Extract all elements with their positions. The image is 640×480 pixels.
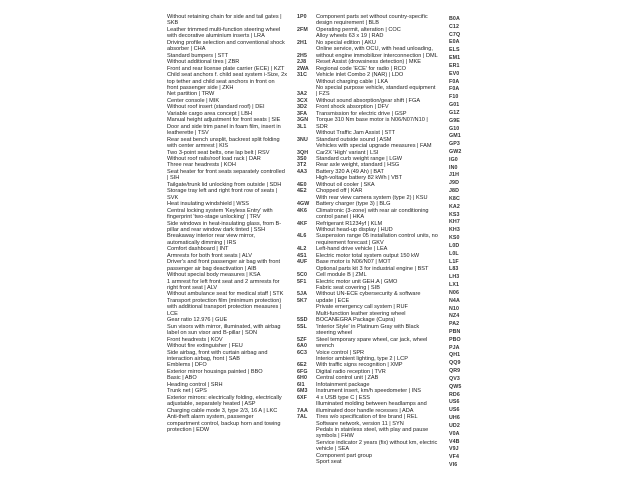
option-description: Door and side trim panel in foam film, insert in leatherette | TSV: [167, 123, 281, 137]
option-description: High-voltage battery 82 kWh | VBT: [316, 175, 403, 182]
option-code: QV3: [449, 375, 460, 382]
option-row: [167, 233, 287, 246]
option-code: 7AL: [297, 414, 308, 420]
option-code: US6: [449, 399, 460, 406]
option-description: Private emergency call system | RUF: [316, 304, 408, 311]
option-code: K8C: [449, 195, 460, 202]
option-code: G9E: [449, 117, 460, 124]
option-row: [167, 395, 287, 408]
option-code: 3L1: [297, 124, 307, 130]
option-description: 'Interior Style' in Platinum Gray with Black steering wheel: [316, 323, 420, 337]
option-code: 6H0: [297, 375, 308, 381]
option-code: 3QH: [297, 150, 309, 156]
option-code: IG0: [449, 156, 458, 163]
option-description: Without roof insert (standard roof) | DEI: [167, 104, 265, 111]
option-description: Exterior mirror housings painted | BBO: [167, 368, 263, 375]
option-description: Electric motor total system output 150 kW: [316, 252, 420, 259]
option-row: [316, 85, 438, 98]
option-code: N06: [449, 289, 460, 296]
option-description: Front shock absorption | DFV: [316, 104, 389, 111]
option-code: 5ZF: [297, 337, 307, 343]
option-code: 3S0: [297, 156, 307, 162]
option-description: Basic | ABO: [167, 375, 197, 382]
option-description: Tailgate/trunk lid unlocking from outside | SDH: [167, 181, 282, 188]
option-code: ER1: [449, 62, 460, 69]
option-description: Driving profile selection and conventional shock absorber | CHA: [167, 39, 285, 53]
option-description: Standard bumpers | STT: [167, 52, 229, 59]
option-code: 4E0: [297, 182, 307, 188]
option-description: Without oil cooler | SKA: [316, 181, 375, 188]
option-code: LX1: [449, 282, 460, 289]
option-code: 4S1: [297, 253, 307, 259]
option-code: UD2: [449, 422, 460, 429]
option-row: [316, 337, 438, 350]
option-code: 2H5: [297, 53, 308, 59]
option-description: Fabric seat covering | SIB: [316, 285, 380, 292]
option-code: 3FA: [297, 111, 308, 117]
option-code: L0L: [449, 250, 459, 257]
option-row: [167, 208, 287, 221]
option-row: [316, 233, 438, 246]
option-code: GM1: [449, 133, 461, 140]
option-code: ELS: [449, 47, 460, 54]
option-code: J8D: [449, 188, 460, 195]
option-description: Interior ambient lighting, type 2 | LCP: [316, 356, 408, 363]
option-description: Without retaining chain for side and tail gates | SKB: [167, 14, 282, 27]
option-row: [167, 137, 287, 150]
option-description: Leather trimmed multi-function steering wheel with decorative aluminium inserts | LRA: [167, 26, 281, 40]
option-row: [316, 440, 438, 453]
option-description: Side airbag, front with curtain airbag and interaction airbag, front | SAB: [167, 349, 268, 363]
option-description: Component part group: [316, 452, 372, 459]
option-description: Without Traffic Jam Assist | STT: [316, 130, 396, 137]
option-row: [167, 259, 287, 272]
option-description: Charging cable mode 3, type 2/3, 16 A | LKC: [167, 407, 278, 414]
option-code: 2FM: [297, 27, 308, 33]
option-description: Without charging cable | LKA: [316, 78, 389, 85]
option-description: Without additional tires | ZBR: [167, 59, 240, 66]
option-description: Operating permit, alteration | COC: [316, 26, 401, 33]
option-code: 5SL: [297, 324, 308, 330]
option-description: Two 3-point seat belts, one lap belt | RSV: [167, 149, 270, 156]
option-description: No special purpose vehicle, standard equipment | FZS: [316, 84, 436, 98]
option-code: NZ4: [449, 313, 460, 320]
option-row: [167, 124, 287, 137]
option-description: Refrigerant R1234yf | KLM: [316, 220, 383, 227]
option-description: Transmission for electric drive | GSP: [316, 110, 407, 117]
option-code: RD6: [449, 391, 460, 398]
option-description: Central locking system 'Keyless Entry' with fingerprint 'two-stage unlocking' | TRV: [167, 207, 273, 221]
option-description: Without fire extinguisher | FEU: [167, 343, 243, 350]
option-row: [316, 427, 438, 440]
option-description: Without special body measures | KSA: [167, 272, 261, 279]
option-description: Without UN-ECE cybersecurity & software update | ECE: [316, 291, 421, 304]
option-row: [167, 298, 287, 317]
option-code: US6: [449, 407, 460, 414]
option-code: QW5: [449, 383, 462, 390]
option-code: QR9: [449, 368, 461, 375]
option-description: Torque 310 Nm base motor is N06/N07/N10 | SDR: [316, 117, 428, 130]
option-description: Reset Assist (drowsiness detection) | MKE: [316, 59, 421, 66]
option-description: Exterior mirrors: electrically folding, electrically adjustable, separately heated | ASP: [167, 394, 282, 408]
option-description: Digital radio reception | TVR: [316, 368, 386, 375]
option-code: PBO: [449, 336, 461, 343]
option-code: 1P0: [297, 14, 307, 20]
option-code: KH7: [449, 219, 460, 226]
option-description: Without head-up display | HUD: [316, 226, 393, 233]
option-row: [167, 279, 287, 292]
option-description: Battery charger (type 3) | BLG: [316, 201, 391, 208]
option-row: [167, 27, 287, 40]
option-code: F10: [449, 94, 459, 101]
option-code: 6M3: [297, 388, 308, 394]
option-description: Front and rear license plate carrier (ECE) | KZT: [167, 65, 285, 72]
option-description: Trunk net | GPS: [167, 388, 207, 395]
option-description: Three rear headrests | KOH: [167, 162, 236, 169]
option-description: Battery 320 A (49 Ah) | BAT: [316, 168, 384, 175]
option-code: 6FG: [297, 369, 308, 375]
option-code: 7AA: [297, 408, 308, 414]
option-code: C12: [449, 23, 460, 30]
option-code: 4A3: [297, 169, 308, 175]
option-code: PA2: [449, 321, 460, 328]
option-description: Comfort dashboard | INT: [167, 246, 229, 253]
option-description: Steel temporary spare wheel, car jack, wheel wrench: [316, 336, 428, 350]
option-code: PBN: [449, 328, 461, 335]
option-description: Left-hand drive vehicle | LEA: [316, 246, 388, 253]
option-description: Manual height adjustment for front seats | SIE: [167, 117, 281, 124]
option-description: Center console | MIK: [167, 97, 220, 104]
option-description: Sun visors with mirror, illuminated, with airbag label on sun visor and B-pillar | SON: [167, 323, 281, 337]
option-description: Vehicles with special upgrade measures | FAM: [316, 143, 432, 150]
option-description: Chopped off | KAR: [316, 188, 363, 195]
option-description: Without sound absorption/gear shift | FGA: [316, 97, 421, 104]
option-code: L83: [449, 266, 459, 273]
option-row: [167, 221, 287, 234]
option-description: Climatronic (3-zone) with rear air conditioning control panel | HKA: [316, 207, 429, 221]
option-code: G1Z: [449, 109, 460, 116]
option-description: Heat insulating windshield | WSS: [167, 201, 249, 208]
option-code: J1H: [449, 172, 460, 179]
option-description: Vehicle inlet Combo 2 (NAR) | LDO: [316, 72, 404, 79]
option-code: B0A: [449, 16, 460, 22]
option-description: Software network, version 11 | SYN: [316, 420, 404, 427]
option-description: Base motor is N06/N07 | MOT: [316, 259, 391, 266]
option-code: 4L6: [297, 233, 307, 239]
option-description: Gear ratio 12.976 | GUE: [167, 317, 228, 324]
option-code: LH3: [449, 274, 460, 281]
option-row: [167, 72, 287, 91]
option-description: Cell module B | ZML: [316, 272, 367, 279]
option-description: Transport protection film (minimum protection) with additional transport protection measures | LCE: [167, 297, 282, 317]
option-description: Armrests for both front seats | ALV: [167, 252, 252, 259]
option-description: Sport seat: [316, 459, 342, 466]
option-description: Regional code 'ECE' for radio | RCO: [316, 65, 407, 72]
option-code: 5K7: [297, 298, 308, 304]
option-description: Electric motor unit GEH.A | GMO: [316, 278, 398, 285]
option-row: [316, 117, 438, 130]
option-code: 6E2: [297, 362, 307, 368]
option-description: Illuminated molding between headlamps and illuminated door handle recesses | ADA: [316, 401, 427, 414]
option-code: 6I1: [297, 382, 305, 388]
option-code: V9J: [449, 446, 459, 453]
option-row: [316, 324, 438, 337]
option-description: Without ambulance seat for medical staff | STK: [167, 291, 284, 298]
option-row: [167, 324, 287, 337]
option-description: Component parts set without country-specific design requirement | BLB: [316, 14, 428, 27]
option-row: [167, 188, 287, 201]
option-code: L0D: [449, 242, 460, 249]
option-code: GW2: [449, 149, 462, 156]
option-description: Suspension range 05 installation control units, no requirement forecast | GKV: [316, 233, 438, 246]
option-code: F0A: [449, 86, 460, 93]
option-code: 3D2: [297, 104, 308, 110]
option-code: 4E2: [297, 188, 307, 194]
option-description: Voice control | SPR: [316, 349, 365, 356]
option-row: [316, 46, 438, 59]
option-description: Without roof rails/roof load rack | DAR: [167, 155, 261, 162]
option-description: Multi-function leather steering wheel BOCANEGRA Package (Cupra): [316, 310, 406, 324]
option-code: G10: [449, 125, 460, 132]
option-code: KS0: [449, 235, 460, 242]
option-code: G01: [449, 102, 460, 109]
option-row: [167, 40, 287, 53]
option-description: With traffic signs recognition | XMP: [316, 362, 403, 369]
option-code: 3NU: [297, 137, 308, 143]
option-code: QH1: [449, 352, 461, 359]
option-description: Alloy wheels 63 x 19 | RAD: [316, 33, 384, 40]
option-description: Car2X 'High' variant | LSI: [316, 149, 379, 156]
left-option-descriptions: [167, 14, 287, 433]
option-description: Central control unit | ZAB: [316, 375, 379, 382]
option-code: GP3: [449, 141, 460, 148]
option-description: Variable cargo area concept | LBH: [167, 110, 252, 117]
option-code: N4A: [449, 297, 460, 304]
option-description: Front headrests | KOV: [167, 336, 223, 343]
option-code: VF4: [449, 454, 460, 461]
option-code: E0A: [449, 39, 460, 46]
option-code: EV0: [449, 70, 460, 77]
option-description: Service indicator 2 years (fix) without km, electric vehicle | SEA: [316, 439, 438, 453]
option-description: Pedals in stainless steel, with play and pause symbols | FHW: [316, 427, 429, 440]
option-description: Anti-theft alarm system, passenger compartment control, backup horn and towing protection | EDW: [167, 414, 281, 433]
option-code: 2H1: [297, 40, 308, 46]
option-row: [167, 414, 287, 433]
option-code: KS3: [449, 211, 460, 218]
option-code: V0A: [449, 430, 460, 437]
option-description: 4 x USB type C | ESS: [316, 394, 370, 401]
option-code: V4B: [449, 438, 460, 445]
option-row: [316, 208, 438, 221]
option-description: Optional parts kit 3 for industrial engine | BST: [316, 265, 429, 272]
option-description: Rear axle weight, standard | HSG: [316, 162, 400, 169]
option-code: C7Q: [449, 31, 461, 38]
option-description: Heading control | SRH: [167, 381, 223, 388]
option-code: IN0: [449, 164, 458, 171]
right-option-descriptions: [316, 14, 438, 466]
option-description: Child seat anchors f. child seat system i-Size, 2x top tether and child seat anchors in front on front passenger side | ZKH: [167, 72, 288, 91]
option-code: 4UF: [297, 259, 308, 265]
option-description: Online service, with OCU, with head unloading, without engine immobilizer interconnection | DML: [316, 46, 438, 59]
option-code: 31C: [297, 72, 308, 78]
option-code: 5JA: [297, 291, 308, 297]
option-code: 4GW: [297, 201, 310, 207]
option-description: Standard outside sound | ASM: [316, 136, 392, 143]
option-code: 6XF: [297, 395, 308, 401]
option-code: J9D: [449, 180, 460, 187]
option-description: Rear seat bench unsplit, backrest split folding with center armrest | KIS: [167, 136, 280, 150]
option-code: 6C3: [297, 350, 308, 356]
option-description: With rear view camera system (type 2) | KSU: [316, 194, 428, 201]
option-code: 3CX: [297, 98, 308, 104]
option-description: No special edition | AKU: [316, 39, 376, 46]
option-row: [167, 14, 287, 27]
option-code: EM1: [449, 55, 461, 62]
option-code: 3T2: [297, 162, 307, 168]
option-description: Standard curb weight range | LGW: [316, 155, 403, 162]
option-code: 5SD: [297, 317, 308, 323]
option-row: [167, 169, 287, 182]
option-row: [167, 350, 287, 363]
option-description: 1 armrest for left front seat and 2 armrests for right front seat | ALV: [167, 278, 280, 292]
option-code: 4L2: [297, 246, 307, 252]
option-code: 2WA: [297, 66, 309, 72]
option-description: Seat heater for front seats separately controlled | SIH: [167, 168, 285, 182]
option-description: Driver's and front passenger air bag with front passenger air bag deactivation | AIB: [167, 259, 280, 272]
option-code: KH3: [449, 227, 460, 234]
option-code: QQ9: [449, 360, 461, 367]
option-row: [316, 311, 438, 324]
option-code: 4KF: [297, 221, 308, 227]
option-row: [316, 401, 438, 414]
option-description: Side windows in heat-insulating glass, from B-pillar and rear window dark tinted | SSH: [167, 220, 282, 233]
option-code: VI6: [449, 462, 458, 468]
option-code: 5C0: [297, 272, 308, 278]
option-code: PJA: [449, 344, 460, 351]
option-code: L1F: [449, 258, 459, 265]
option-code: UH6: [449, 415, 460, 422]
option-code: 5F1: [297, 279, 307, 285]
option-code: 2J8: [297, 59, 307, 65]
option-description: Instrument insert, km/h speedometer | INS: [316, 388, 421, 395]
option-description: Infotainment package: [316, 381, 370, 388]
option-code: KA2: [449, 203, 460, 210]
option-description: Breakaway interior rear view mirror, automatically dimming | IRS: [167, 233, 255, 246]
option-row: [316, 291, 438, 304]
option-code: N10: [449, 305, 460, 312]
option-row: [316, 14, 438, 27]
option-code: 3GN: [297, 117, 309, 123]
option-description: Net partition | TRW: [167, 91, 215, 98]
option-code: 3A2: [297, 91, 308, 97]
option-description: Tires w/o specification of tire brand | REL: [316, 414, 418, 421]
option-row: [316, 459, 438, 465]
option-description: Storage tray left and right front row of seats | SVK: [167, 188, 278, 201]
option-code: 6A0: [297, 343, 308, 349]
option-code: F0A: [449, 78, 460, 85]
option-code: 4K6: [297, 208, 308, 214]
option-description: Emblems | DFO: [167, 362, 207, 369]
